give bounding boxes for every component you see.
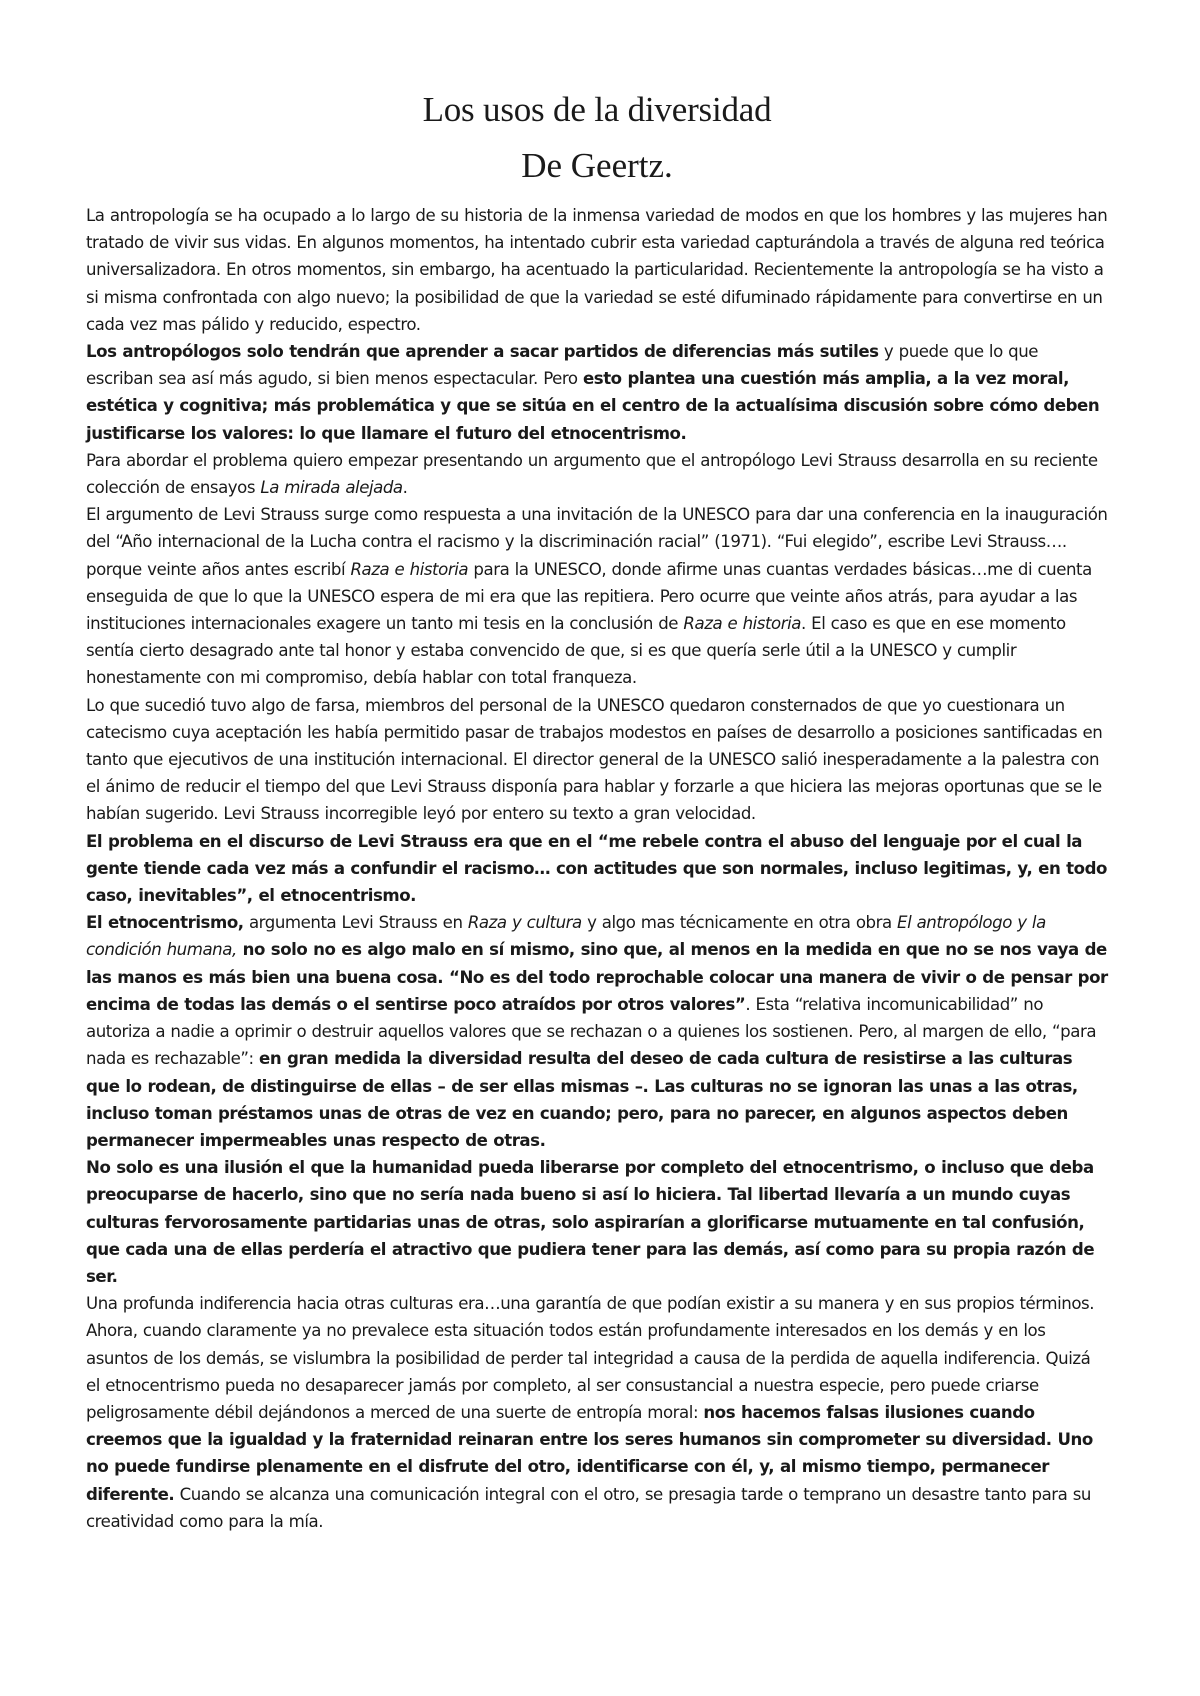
paragraph [86, 447, 1108, 501]
text-run: . Esta “relativa incomunicabilidad” no autoriza a nadie a oprimir o destruir aquellos valores que se rechazan o a quienes los sostienen. Pero, al margen de ello, “para nada es rechazable”: [86, 994, 1097, 1069]
italic-text-run: Raza e historia [683, 614, 802, 634]
text-run: argumenta Levi Strauss en [243, 913, 468, 933]
document-author: De Geertz. [521, 146, 673, 185]
paragraph [86, 828, 1108, 910]
bold-text-run: No solo es una ilusión el que la humanidad pueda liberarse por completo del etnocentrismo, o incluso que deba preocuparse de hacerlo, sino que no sería nada bueno si así lo hiciera. Tal libertad llevaría a un mundo cuyas culturas fervorosamente partidarias unas de otras, solo aspirarían a glorificarse mutuamente en tal confusión, que cada una de ellas perdería el atractivo que pudiera tener para las demás, así como para su propia razón de ser. [86, 1158, 1095, 1286]
text-run: y algo mas técnicamente en otra obra [581, 913, 898, 933]
paragraph [86, 1154, 1108, 1290]
paragraph [86, 202, 1108, 338]
bold-text-run: El etnocentrismo, [86, 913, 244, 933]
text-run: . El caso es que en ese momento sentía cierto desagrado ante tal honor y estaba convencido de que, si es que quería serle útil a la UNESCO y cumplir honestamente con mi compromiso, debía hablar con total franqueza. [86, 614, 1066, 688]
bold-text-run: El problema en el discurso de Levi Strauss era que en el “me rebele contra el abuso del lenguaje por el cual la gente tiende cada vez más a confundir el racismo… con actitudes que son normales, incluso legitimas, y, en todo caso, inevitables”, el etnocentrismo. [86, 831, 1107, 906]
paragraph [86, 1290, 1108, 1535]
italic-text-run: Raza e historia [350, 559, 469, 579]
bold-text-run: nos hacemos falsas ilusiones cuando creemos que la igualdad y la fraternidad reinaran entre los seres humanos sin comprometer su diversidad. Uno no puede fundirse plenamente en el disfrute del otro, identificarse con él, y, al mismo tiempo, permanecer diferente. [86, 1402, 1093, 1504]
bold-text-run: no solo no es algo malo en sí mismo, sino que, al menos en la medida en que no se nos vaya de las manos es más bien una buena cosa. “No es del todo reprochable colocar una manera de vivir o de pensar por encima de todas las demás o el sentirse poco atraídos por otros valores” [86, 940, 1108, 1014]
text-run: Cuando se alcanza una comunicación integral con el otro, se presagia tarde o temprano un desastre tanto para su creatividad como para la mía. [86, 1484, 1091, 1531]
bold-text-run: Los antropólogos solo tendrán que aprender a sacar partidos de diferencias más sutiles [86, 342, 879, 362]
text-run: Una profunda indiferencia hacia otras culturas era…una garantía de que podían existir a su manera y en sus propios términos. Ahora, cuando claramente ya no prevalece esta situación todos están profundamente interesados en los demás y en los asuntos de los demás, se vislumbra la posibilidad de perder tal integridad a causa de la perdida de aquella indiferencia. Quizá el etnocentrismo pueda no desaparecer jamás por completo, al ser consustancial a nuestra especie, pero puede criarse peligrosamente débil dejándonos a merced de una suerte de entropía moral: [86, 1294, 1095, 1422]
document-body [86, 202, 1108, 1535]
text-run: Para abordar el problema quiero empezar presentando un argumento que el antropólogo Levi Strauss desarrolla en su reciente colección de ensayos [86, 450, 1098, 498]
italic-text-run: Raza y cultura [467, 913, 582, 933]
text-run: para la UNESCO, donde afirme unas cuantas verdades básicas…me di cuenta enseguida de que lo que la UNESCO espera de mi era que las repitiera. Pero ocurre que veinte años atrás, para ayudar a las instituciones internacionales exagere un tanto mi tesis en la conclusión de [86, 559, 1092, 634]
text-run: La antropología se ha ocupado a lo largo de su historia de la inmensa variedad de modos en que los hombres y las mujeres han tratado de vivir sus vidas. En algunos momentos, ha intentado cubrir esta variedad capturándola a través de alguna red teórica universalizadora. En otros momentos, sin embargo, ha acentuado la particularidad. Recientemente la antropología se ha visto a si misma confrontada con algo nuevo; la posibilidad de que la variedad se esté difuminado rápidamente para convertirse en un cada vez mas pálido y reducido, espectro. [86, 206, 1108, 334]
text-run: Lo que sucedió tuvo algo de farsa, miembros del personal de la UNESCO quedaron consternados de que yo cuestionara un catecismo cuya aceptación les había permitido pasar de trabajos modestos en países de desarrollo a posiciones santificadas en tanto que ejecutivos de una institución internacional. El director general de la UNESCO salió inesperadamente a la palestra con el ánimo de reducir el tiempo del que Levi Strauss disponía para hablar y forzarle a que hiciera las mejoras oportunas que se le habían sugerido. Levi Strauss incorregible leyó por entero su texto a gran velocidad. [86, 695, 1103, 824]
paragraph [86, 338, 1108, 447]
paragraph [86, 501, 1108, 691]
paragraph [86, 909, 1108, 1154]
bold-text-run: esto plantea una cuestión más amplia, a la vez moral, estética y cognitiva; más problemática y que se sitúa en el centro de la actualísima discusión sobre cómo deben justificarse los valores: lo que llamare el futuro del etnocentrismo. [86, 369, 1100, 443]
italic-text-run: La mirada alejada [260, 478, 403, 498]
italic-text-run: El antropólogo y la condición humana, [86, 913, 1046, 960]
document-title: Los usos de la diversidad [422, 90, 772, 129]
paragraph [86, 692, 1108, 828]
text-run: . [402, 478, 408, 498]
text-run: y puede que lo que escriban sea así más agudo, si bien menos espectacular. Pero [86, 342, 1039, 389]
bold-text-run: en gran medida la diversidad resulta del deseo de cada cultura de resistirse a las culturas que lo rodean, de distinguirse de ellas – de ser ellas mismas –. Las culturas no se ignoran las unas a las otras, incluso toman préstamos unas de otras de vez en cuando; pero, para no parecer, en algunos aspectos deben permanecer impermeables unas respecto de otras. [86, 1049, 1078, 1150]
text-run: El argumento de Levi Strauss surge como respuesta a una invitación de la UNESCO para dar una conferencia en la inauguración del “Año internacional de la Lucha contra el racismo y la discriminación racial” (1971). “Fui elegido”, escribe Levi Strauss…. porque veinte años antes escribí [86, 505, 1108, 579]
